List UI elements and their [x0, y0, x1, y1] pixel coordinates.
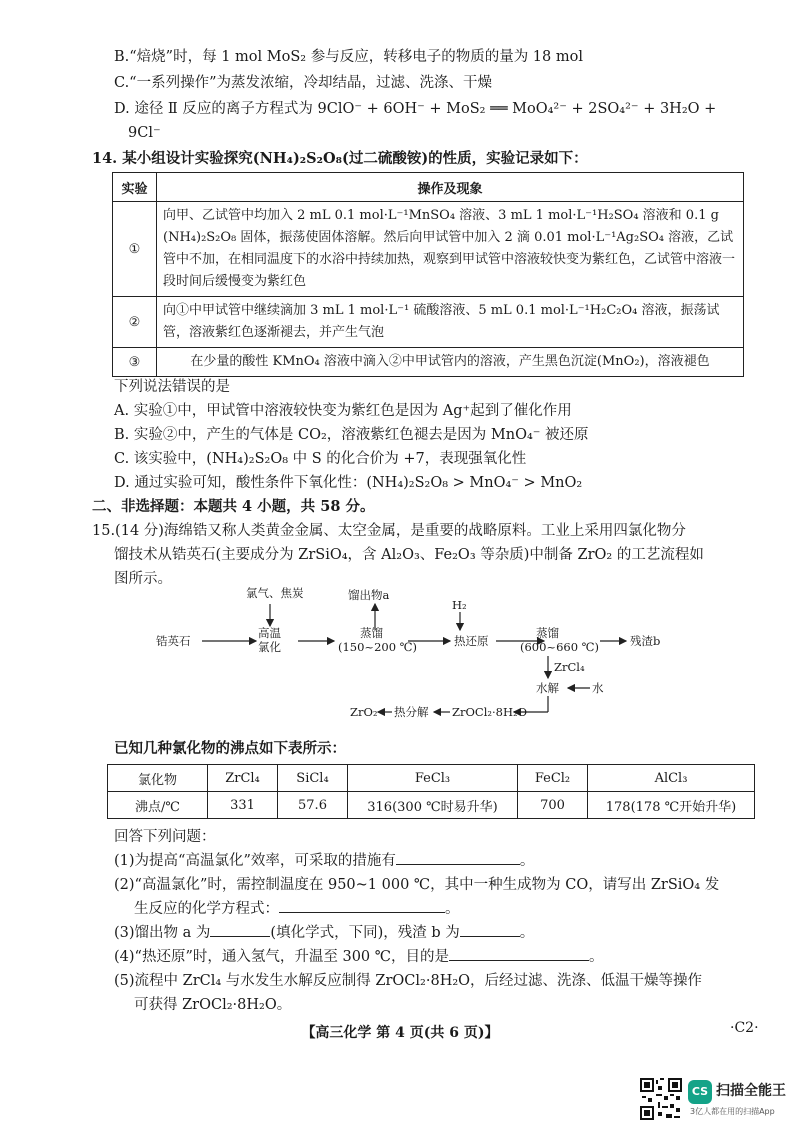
flow-step-distill1-a: 蒸馏: [360, 626, 383, 640]
flow-step-chlorination-a: 高温: [258, 626, 281, 640]
answer-blank[interactable]: [396, 850, 520, 865]
scanner-slogan: 3亿人都在用的扫描App: [690, 1107, 775, 1116]
header-operation: 操作及现象: [157, 173, 744, 202]
scanner-app-name: 扫描全能王: [716, 1083, 786, 1099]
flow-raw-zircon: 锆英石: [156, 634, 191, 648]
table-row: [113, 202, 744, 297]
q14-option-c: C. 该实验中，(NH₄)₂S₂O₈ 中 S 的化合价为 +7，表现强氧化性: [114, 451, 527, 467]
table-row: [113, 348, 744, 377]
bp-intro: 已知几种氯化物的沸点如下表所示：: [114, 740, 346, 757]
sub3-text-mid: (填化学式，下同)，残渣 b 为: [270, 925, 460, 941]
sub-question-4: [114, 946, 603, 968]
sub-question-2: (2)“高温氯化”时，需控制温度在 950~1 000 ℃，其中一种生成物为 CO，请写出 ZrSiO₄ 发: [114, 877, 720, 893]
q14-stem: 14. 某小组设计实验探究(NH₄)₂S₂O₈(过二硫酸铵)的性质，实验记录如下：: [92, 150, 588, 167]
bp-cell: 700: [518, 792, 588, 819]
q13-option-c: C.“一系列操作”为蒸发浓缩，冷却结晶，过滤、洗涤、干燥: [114, 75, 493, 91]
sub3-text: (3)馏出物 a 为: [114, 925, 211, 941]
q15-stem-3: 图所示。: [114, 571, 172, 587]
flow-step-distill2-b: (600~660 ℃): [520, 640, 600, 654]
flow-product-zro2: ZrO₂: [350, 705, 378, 719]
experiment-table-header: [113, 173, 744, 202]
q13-option-b: B.“焙烧”时，每 1 mol MoS₂ 参与反应，转移电子的物质的量为 18 mol: [114, 49, 583, 65]
flow-step-distill1-b: (150~200 ℃): [338, 640, 418, 654]
sub-question-3: [114, 922, 534, 944]
row-number: ①: [113, 202, 157, 297]
q14-option-d: D. 通过实验可知，酸性条件下氧化性：(NH₄)₂S₂O₈ > MnO₄⁻ > MnO₂: [114, 475, 583, 491]
table-row: [108, 765, 755, 792]
q13-option-d: D. 途径 Ⅱ 反应的离子方程式为 9ClO⁻ + 6OH⁻ + MoS₂ ══ MoO₄²⁻ + 2SO₄²⁻ + 3H₂O +: [114, 101, 717, 117]
row-label: 沸点/℃: [108, 792, 208, 819]
row-text: 向①中甲试管中继续滴加 3 mL 1 mol·L⁻¹ 硫酸溶液、5 mL 0.1 mol·L⁻¹H₂C₂O₄ 溶液，振荡试管，溶液紫红色逐渐褪去，并产生气泡: [157, 297, 744, 348]
bp-cell: 178(178 ℃开始升华): [588, 792, 755, 819]
header-experiment: 实验: [113, 173, 157, 202]
sub3-end: 。: [519, 925, 535, 941]
flow-step-chlorination-b: 氯化: [258, 640, 281, 654]
experiment-table: [112, 172, 744, 377]
sub1-text: (1)为提高“高温氯化”效率，可采取的措施有: [114, 853, 396, 869]
q14-question: 下列说法错误的是: [114, 379, 230, 395]
flow-water: 水: [592, 681, 604, 695]
flow-step-hydrolysis: 水解: [536, 681, 559, 695]
q13-option-d-cont: 9Cl⁻: [128, 125, 161, 141]
q14-option-b: B. 实验②中，产生的气体是 CO₂，溶液紫红色褪去是因为 MnO₄⁻ 被还原: [114, 427, 589, 443]
answer-blank[interactable]: [449, 946, 589, 961]
row-number: ②: [113, 297, 157, 348]
q15-stem-1: 15.(14 分)海绵锆又称人类黄金金属、太空金属，是重要的战略原料。工业上采用四氯化物分: [92, 523, 686, 539]
compound-cell: AlCl₃: [588, 765, 755, 792]
sub1-end: 。: [519, 853, 535, 869]
answer-intro: 回答下列问题：: [114, 829, 216, 845]
answer-blank[interactable]: [460, 922, 520, 937]
flow-residue-b: 残渣b: [630, 634, 661, 648]
sub2-text: 生反应的化学方程式：: [134, 901, 279, 917]
sub-question-1: [114, 850, 534, 872]
answer-blank[interactable]: [279, 898, 445, 913]
compound-cell: FeCl₂: [518, 765, 588, 792]
compound-cell: SiCl₄: [278, 765, 348, 792]
flow-step-distill2-a: 蒸馏: [536, 626, 559, 640]
row-text: 向甲、乙试管中均加入 2 mL 0.1 mol·L⁻¹MnSO₄ 溶液、3 mL 1 mol·L⁻¹H₂SO₄ 溶液和 0.1 g (NH₄)₂S₂O₈ 固体，振荡使固体溶解。然后向甲试管中加入 2 滴 0.01 mol·L⁻¹Ag₂SO₄ 溶液，乙试管中不加，在相同温度下的水浴中持续加热，观察到甲试管中溶液较快变为紫红色，乙试管中溶液一段时间后缓慢变为紫红色: [157, 202, 744, 297]
flow-arrows: [150, 584, 710, 734]
flow-hydrate: ZrOCl₂·8H₂O: [452, 705, 528, 719]
compound-cell: FeCl₃: [348, 765, 518, 792]
table-row: [113, 297, 744, 348]
bp-cell: 57.6: [278, 792, 348, 819]
flow-step-decompose: 热分解: [394, 705, 429, 719]
boiling-point-table: [107, 764, 755, 819]
process-flowchart: [150, 584, 710, 734]
q15-stem-2: 馏技术从锆英石(主要成分为 ZrSiO₄，含 Al₂O₃、Fe₂O₃ 等杂质)中制备 ZrO₂ 的工艺流程如: [114, 547, 704, 563]
page-code: ·C2·: [730, 1020, 759, 1036]
sub-question-2-cont: [134, 898, 460, 920]
table-row: [108, 792, 755, 819]
row-number: ③: [113, 348, 157, 377]
qr-code-icon: [640, 1078, 682, 1120]
section-heading: 二、非选择题：本题共 4 小题，共 58 分。: [92, 498, 375, 515]
sub4-end: 。: [588, 949, 604, 965]
flow-step-reduction: 热还原: [454, 634, 489, 648]
flow-hydrogen: H₂: [452, 598, 467, 612]
row-label: 氯化物: [108, 765, 208, 792]
page-footer: 【高三化学 第 4 页(共 6 页)】: [301, 1025, 499, 1041]
sub-question-5: (5)流程中 ZrCl₄ 与水发生水解反应制得 ZrOCl₂·8H₂O，后经过滤、洗涤、低温干燥等操作: [114, 973, 703, 989]
flow-distillate-a: 馏出物a: [348, 588, 390, 602]
q14-option-a: A. 实验①中，甲试管中溶液较快变为紫红色是因为 Ag⁺起到了催化作用: [114, 403, 572, 419]
bp-cell: 316(300 ℃时易升华): [348, 792, 518, 819]
sub-question-5-cont: 可获得 ZrOCl₂·8H₂O。: [134, 997, 292, 1013]
sub4-text: (4)“热还原”时，通入氢气，升温至 300 ℃，目的是: [114, 949, 449, 965]
row-text: 在少量的酸性 KMnO₄ 溶液中滴入②中甲试管内的溶液，产生黑色沉淀(MnO₂)，溶液褪色: [157, 348, 744, 377]
scanner-logo: CS: [688, 1080, 712, 1104]
sub2-end: 。: [445, 901, 460, 917]
flow-input-chlorine-coke: 氯气、焦炭: [246, 586, 304, 600]
bp-cell: 331: [208, 792, 278, 819]
answer-blank[interactable]: [210, 922, 270, 937]
compound-cell: ZrCl₄: [208, 765, 278, 792]
flow-zrcl4: ZrCl₄: [554, 660, 585, 674]
